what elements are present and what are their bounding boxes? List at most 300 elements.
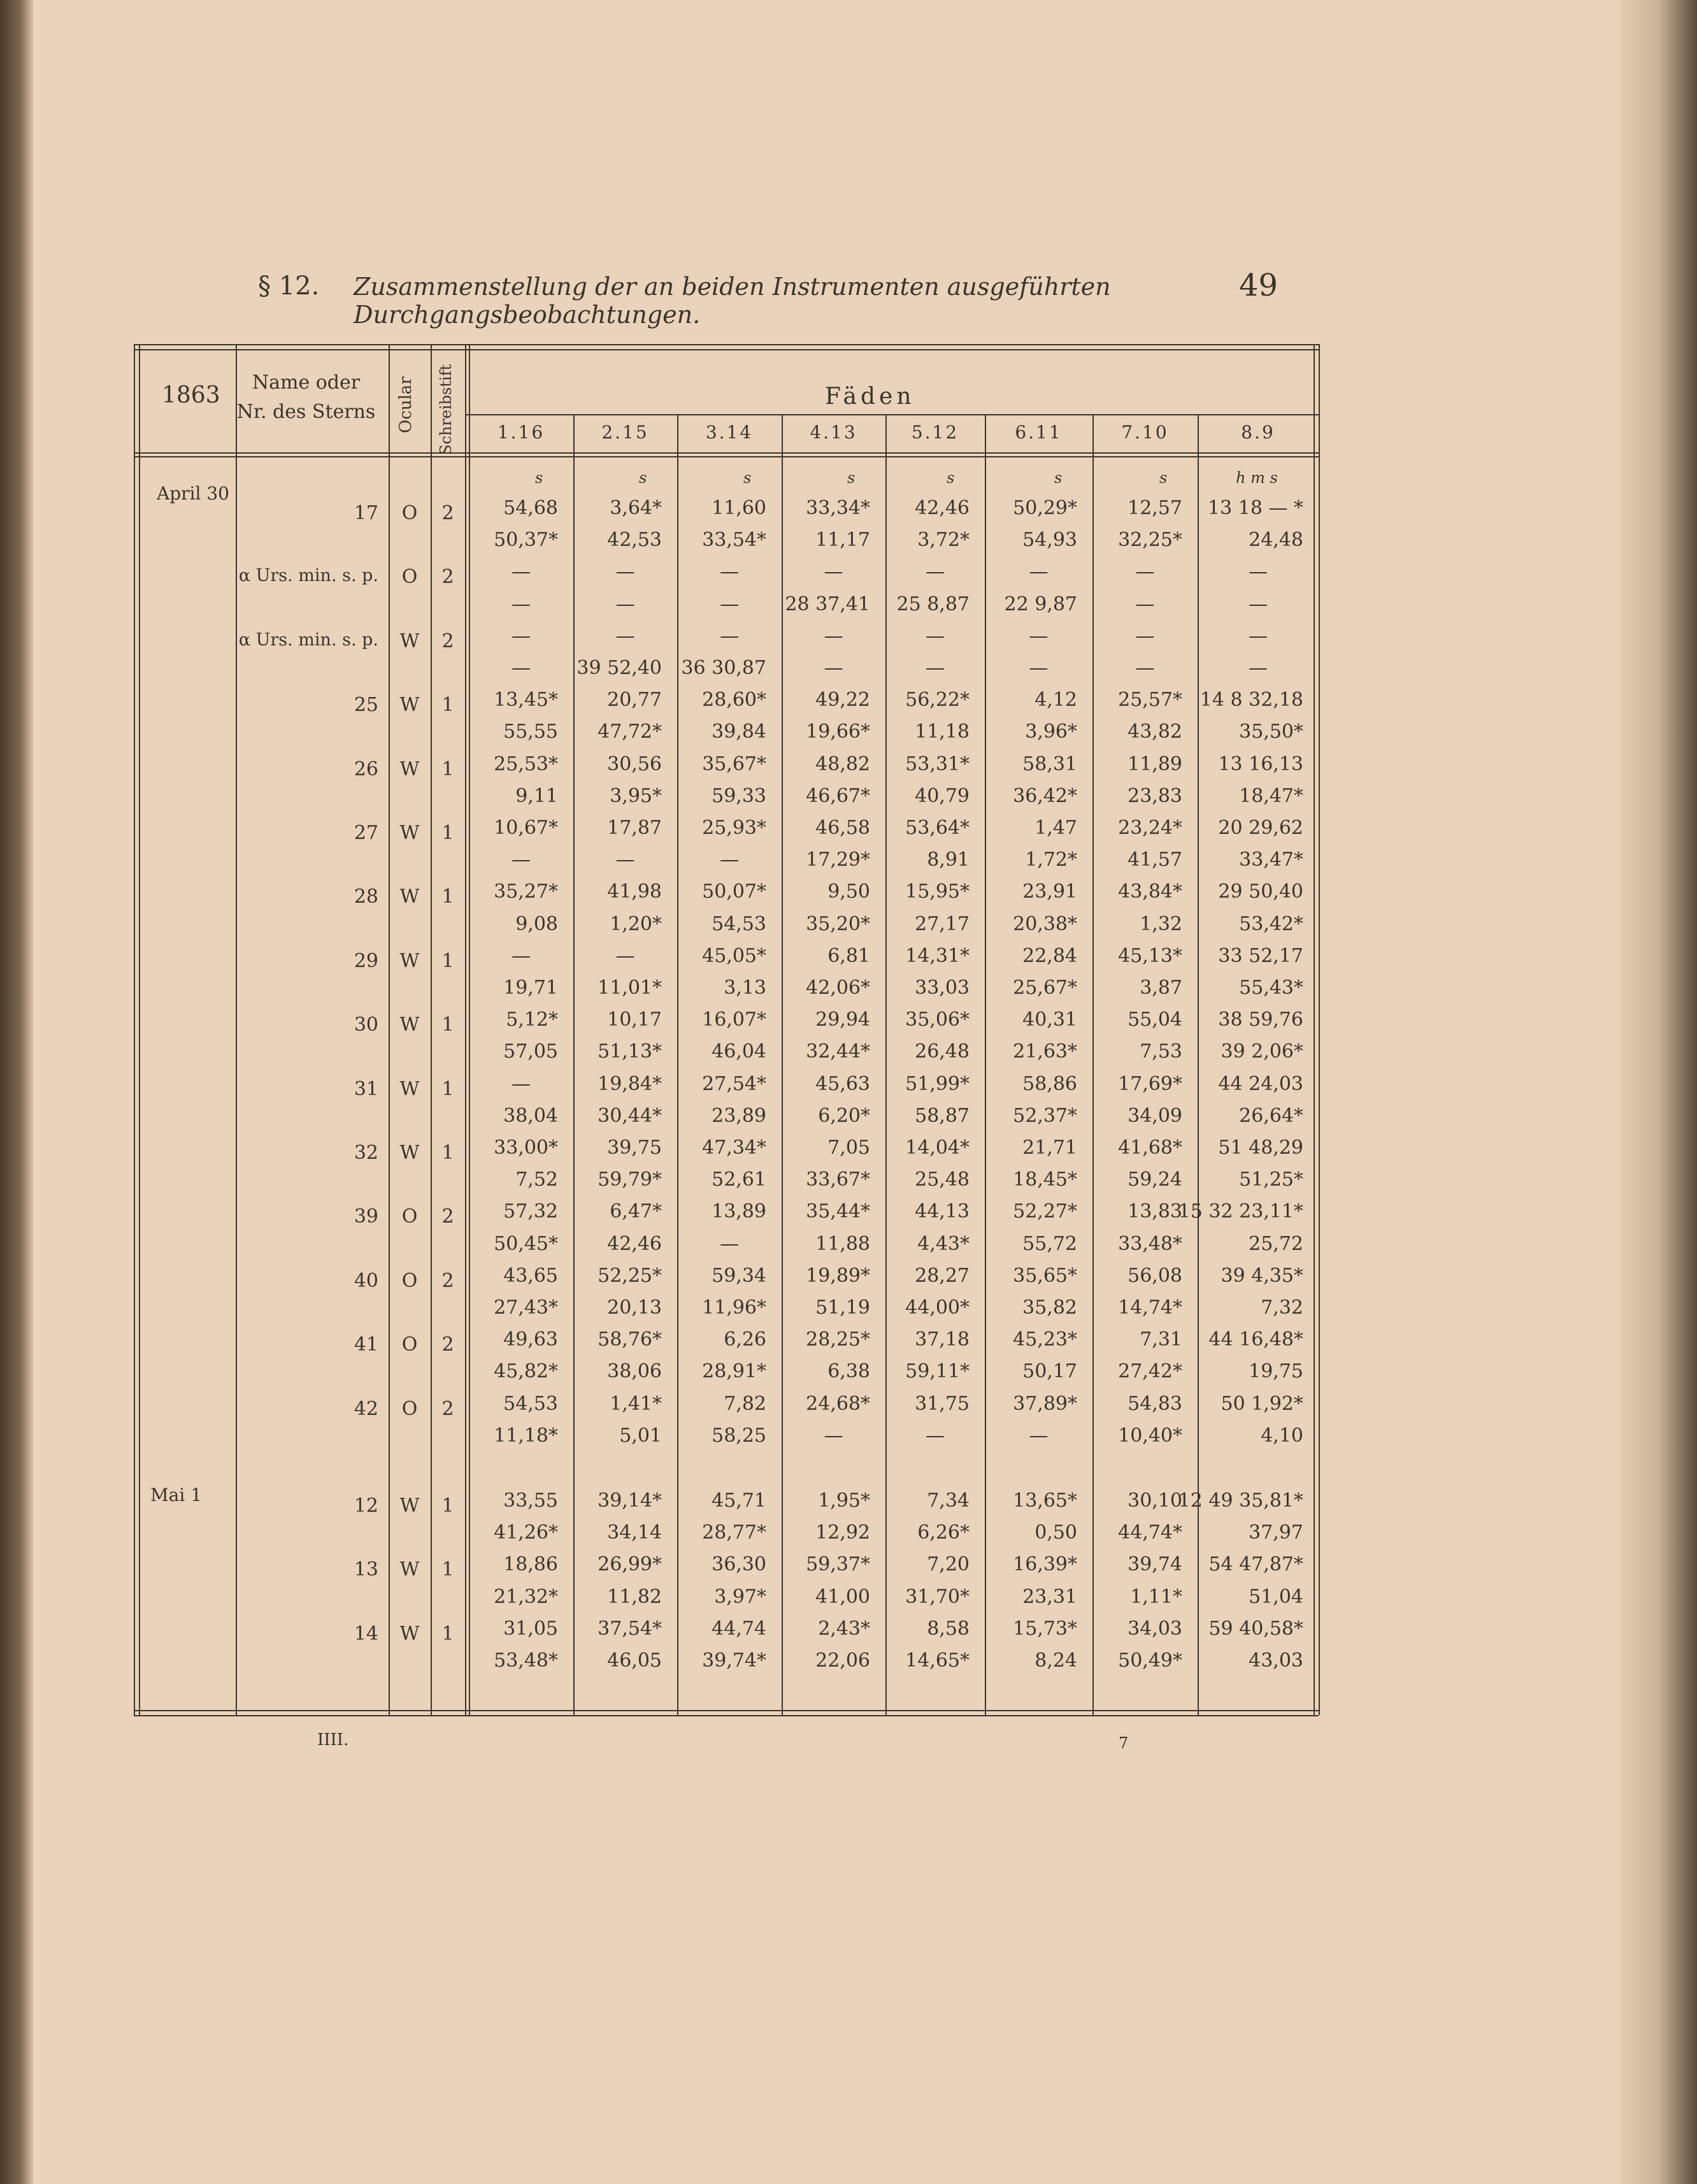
time-value: 36,42* bbox=[1013, 784, 1077, 807]
time-value: 34,09 bbox=[1128, 1104, 1182, 1127]
time-value: 33,47* bbox=[1239, 849, 1303, 872]
section-number: § 12. bbox=[258, 271, 320, 301]
time-value: 17,87 bbox=[607, 817, 662, 839]
time-value: 50,07* bbox=[702, 880, 766, 903]
time-value: 31,05 bbox=[503, 1617, 558, 1640]
time-value: — bbox=[512, 593, 531, 615]
time-value: 37,89* bbox=[1013, 1392, 1077, 1415]
time-value: 49,63 bbox=[503, 1328, 558, 1351]
time-value: 36,30 bbox=[712, 1553, 766, 1576]
time-value: 6,20* bbox=[818, 1104, 870, 1127]
time-value: 53,64* bbox=[905, 817, 970, 839]
time-unit: s bbox=[1159, 469, 1168, 487]
thread-header: 6.11 bbox=[1015, 422, 1063, 443]
time-value: 1,41* bbox=[610, 1392, 662, 1415]
time-value: 28,27 bbox=[915, 1264, 970, 1287]
ocular-value: O bbox=[401, 1333, 418, 1356]
time-value: 2,43* bbox=[818, 1617, 870, 1640]
ocular-value: W bbox=[399, 1622, 420, 1645]
time-value: 25,67* bbox=[1013, 977, 1077, 999]
time-value: 39,75 bbox=[607, 1137, 662, 1159]
pencil-value: 1 bbox=[441, 758, 454, 780]
time-value: 11,88 bbox=[815, 1232, 870, 1255]
ocular-value: W bbox=[399, 822, 420, 844]
time-value: 20,77 bbox=[607, 689, 662, 712]
time-value: 13,89 bbox=[712, 1200, 766, 1223]
time-value: 7,31 bbox=[1140, 1328, 1182, 1351]
time-value: 42,46 bbox=[915, 497, 970, 519]
time-value: 45,63 bbox=[815, 1072, 870, 1095]
time-value: 39,84 bbox=[712, 721, 766, 744]
scan-left-edge bbox=[0, 0, 33, 2184]
time-value: 34,03 bbox=[1128, 1617, 1182, 1640]
time-value: 58,86 bbox=[1022, 1072, 1077, 1095]
time-value: 0,50 bbox=[1035, 1521, 1077, 1544]
time-value: 33,34* bbox=[806, 497, 870, 519]
time-value: 25,93* bbox=[702, 817, 766, 839]
time-value: 44,74 bbox=[712, 1617, 766, 1640]
time-value: 28,25* bbox=[806, 1328, 870, 1351]
time-value: — bbox=[512, 561, 531, 584]
time-value: 37,54* bbox=[598, 1617, 662, 1640]
scan-right-edge bbox=[1621, 0, 1697, 2184]
time-value: 7,05 bbox=[827, 1137, 870, 1159]
time-value: 32,25* bbox=[1118, 529, 1182, 552]
ocular-value: O bbox=[401, 502, 418, 524]
star-name: 14 bbox=[354, 1622, 378, 1645]
time-value: — bbox=[824, 624, 843, 647]
star-name: α Urs. min. s. p. bbox=[238, 629, 378, 650]
ocular-value: W bbox=[399, 1558, 420, 1581]
time-value: 41,00 bbox=[815, 1585, 870, 1608]
time-value: — bbox=[1029, 624, 1049, 647]
pencil-value: 1 bbox=[441, 1014, 454, 1037]
running-head bbox=[258, 262, 1296, 329]
time-value: 54,68 bbox=[503, 497, 558, 519]
time-value: 20,13 bbox=[607, 1297, 662, 1319]
header-ocular: Ocular bbox=[396, 377, 415, 433]
time-value: — bbox=[720, 593, 739, 615]
time-value: 55,72 bbox=[1022, 1232, 1077, 1255]
footer-signature: IIII. bbox=[317, 1730, 349, 1749]
time-value: 59,79* bbox=[598, 1168, 662, 1191]
time-value: 54 47,87* bbox=[1208, 1553, 1303, 1576]
time-value: — bbox=[615, 624, 635, 647]
time-value: 58,87 bbox=[915, 1104, 970, 1127]
time-value: 38,04 bbox=[503, 1104, 558, 1127]
time-value: 12 49 35,81* bbox=[1178, 1490, 1303, 1512]
time-value: 26,64* bbox=[1239, 1104, 1303, 1127]
time-value: — bbox=[720, 849, 739, 872]
date-label: April 30 bbox=[157, 483, 229, 504]
time-unit: s bbox=[639, 469, 647, 487]
time-value: 53,42* bbox=[1239, 912, 1303, 935]
time-value: 24,48 bbox=[1249, 529, 1303, 552]
time-value: 58,76* bbox=[598, 1328, 662, 1351]
ocular-value: O bbox=[401, 1269, 418, 1292]
time-value: 51,19 bbox=[815, 1297, 870, 1319]
time-value: 1,32 bbox=[1140, 912, 1182, 935]
star-name: 17 bbox=[354, 502, 378, 524]
time-value: 17,29* bbox=[806, 849, 870, 872]
time-value: 12,92 bbox=[815, 1521, 870, 1544]
star-name: 30 bbox=[354, 1014, 378, 1037]
time-value: — bbox=[1249, 657, 1268, 679]
time-value: 13 18 — * bbox=[1208, 497, 1303, 519]
time-value: 25,48 bbox=[915, 1168, 970, 1191]
star-name: 25 bbox=[354, 694, 378, 717]
star-name: 13 bbox=[354, 1558, 378, 1581]
time-value: 51,25* bbox=[1239, 1168, 1303, 1191]
time-value: 23,24* bbox=[1118, 817, 1182, 839]
time-value: 22,06 bbox=[815, 1649, 870, 1672]
pencil-value: 1 bbox=[441, 1142, 454, 1164]
time-value: 5,12* bbox=[506, 1009, 558, 1031]
table-border-bottom-inner bbox=[134, 1710, 1319, 1711]
time-value: 45,82* bbox=[494, 1360, 558, 1383]
time-value: 7,52 bbox=[515, 1168, 558, 1191]
time-value: 3,64* bbox=[610, 497, 662, 519]
time-value: — bbox=[512, 657, 531, 679]
pencil-value: 2 bbox=[441, 1269, 454, 1292]
time-value: 41,26* bbox=[494, 1521, 558, 1544]
time-value: 1,95* bbox=[818, 1490, 870, 1512]
time-value: 27,54* bbox=[702, 1072, 766, 1095]
time-value: 14,74* bbox=[1118, 1297, 1182, 1319]
time-value: 46,04 bbox=[712, 1040, 766, 1063]
time-value: 40,79 bbox=[915, 784, 970, 807]
time-value: 15 32 23,11* bbox=[1178, 1200, 1303, 1223]
ocular-value: W bbox=[399, 629, 420, 652]
header-rule bbox=[134, 452, 1319, 454]
time-value: 39 2,06* bbox=[1221, 1040, 1303, 1063]
time-value: 33,55 bbox=[503, 1490, 558, 1512]
time-value: 27,42* bbox=[1118, 1360, 1182, 1383]
time-value: 21,71 bbox=[1022, 1137, 1077, 1159]
section-title: Zusammenstellung der an beiden Instrumenten ausgeführten Durchgangsbeobachtungen. bbox=[354, 273, 1111, 329]
time-value: 46,58 bbox=[815, 817, 870, 839]
time-value: — bbox=[1029, 657, 1049, 679]
star-name: α Urs. min. s. p. bbox=[238, 566, 378, 586]
date-label: Mai 1 bbox=[150, 1484, 203, 1505]
time-value: 23,89 bbox=[712, 1104, 766, 1127]
time-value: 50,17 bbox=[1022, 1360, 1077, 1383]
ocular-value: W bbox=[399, 886, 420, 909]
time-value: 44 24,03 bbox=[1218, 1072, 1303, 1095]
time-value: 19,75 bbox=[1249, 1360, 1303, 1383]
time-value: 19,66* bbox=[806, 721, 870, 744]
time-value: — bbox=[926, 657, 945, 679]
table-border-left-inner bbox=[139, 344, 140, 1715]
time-value: 10,17 bbox=[607, 1009, 662, 1031]
ocular-value: W bbox=[399, 1014, 420, 1037]
time-value: 10,40* bbox=[1118, 1424, 1182, 1447]
pencil-value: 2 bbox=[441, 1333, 454, 1356]
time-value: 15,95* bbox=[905, 880, 970, 903]
time-value: 50,37* bbox=[494, 529, 558, 552]
time-value: 22 9,87 bbox=[1004, 593, 1077, 615]
time-value: 43,65 bbox=[503, 1264, 558, 1287]
time-value: 25 8,87 bbox=[896, 593, 970, 615]
time-value: 45,13* bbox=[1118, 944, 1182, 967]
time-value: 21,32* bbox=[494, 1585, 558, 1608]
time-value: — bbox=[824, 561, 843, 584]
pencil-value: 2 bbox=[441, 1397, 454, 1420]
time-value: 50,29* bbox=[1013, 497, 1077, 519]
time-value: 35,50* bbox=[1239, 721, 1303, 744]
time-value: 1,47 bbox=[1035, 817, 1077, 839]
time-value: 4,10 bbox=[1261, 1424, 1303, 1447]
ocular-value: W bbox=[399, 949, 420, 972]
pencil-value: 1 bbox=[441, 1622, 454, 1645]
star-name: 41 bbox=[354, 1333, 378, 1356]
time-unit: s bbox=[743, 469, 752, 487]
pencil-value: 1 bbox=[441, 822, 454, 844]
time-value: 49,22 bbox=[815, 689, 870, 712]
time-value: 55,55 bbox=[503, 721, 558, 744]
time-value: 35,20* bbox=[806, 912, 870, 935]
time-value: 54,53 bbox=[712, 912, 766, 935]
header-star bbox=[234, 368, 378, 427]
star-name: 40 bbox=[354, 1269, 378, 1292]
time-value: 1,72* bbox=[1025, 849, 1077, 872]
time-value: 59,37* bbox=[806, 1553, 870, 1576]
table-border-top bbox=[134, 344, 1319, 345]
table-border-top-inner bbox=[134, 349, 1319, 350]
time-value: — bbox=[1135, 561, 1155, 584]
time-value: 28,77* bbox=[702, 1521, 766, 1544]
time-value: 33 52,17 bbox=[1218, 944, 1303, 967]
time-value: 42,53 bbox=[607, 529, 662, 552]
pencil-value: 1 bbox=[441, 949, 454, 972]
time-value: 16,07* bbox=[702, 1009, 766, 1031]
header-year: 1863 bbox=[162, 382, 220, 408]
time-value: 14,65* bbox=[905, 1649, 970, 1672]
time-value: 36 30,87 bbox=[681, 657, 766, 679]
time-value: 7,34 bbox=[927, 1490, 970, 1512]
time-value: 8,24 bbox=[1035, 1649, 1077, 1672]
time-value: 51 48,29 bbox=[1218, 1137, 1303, 1159]
time-value: 14 8 32,18 bbox=[1199, 689, 1303, 712]
time-value: 3,13 bbox=[724, 977, 766, 999]
time-value: 35,82 bbox=[1022, 1297, 1077, 1319]
time-value: 23,83 bbox=[1128, 784, 1182, 807]
time-value: 1,11* bbox=[1130, 1585, 1182, 1608]
time-value: 37,18 bbox=[915, 1328, 970, 1351]
time-value: 55,04 bbox=[1128, 1009, 1182, 1031]
ocular-value: O bbox=[401, 1205, 418, 1228]
time-value: 3,95* bbox=[610, 784, 662, 807]
time-value: 35,65* bbox=[1013, 1264, 1077, 1287]
star-name: 26 bbox=[354, 758, 378, 780]
time-value: 59,34 bbox=[712, 1264, 766, 1287]
ocular-value: W bbox=[399, 1077, 420, 1100]
time-value: 51,13* bbox=[598, 1040, 662, 1063]
time-value: 8,91 bbox=[927, 849, 970, 872]
time-value: 19,84* bbox=[598, 1072, 662, 1095]
time-value: 28 37,41 bbox=[785, 593, 870, 615]
time-value: 45,71 bbox=[712, 1490, 766, 1512]
time-value: — bbox=[1249, 593, 1268, 615]
time-value: — bbox=[1135, 657, 1155, 679]
pencil-value: 2 bbox=[441, 566, 454, 589]
star-name: 27 bbox=[354, 822, 378, 844]
time-value: 43,03 bbox=[1249, 1649, 1303, 1672]
thread-header: 7.10 bbox=[1121, 422, 1169, 443]
time-value: 53,48* bbox=[494, 1649, 558, 1672]
time-value: 21,63* bbox=[1013, 1040, 1077, 1063]
star-name: 32 bbox=[354, 1142, 378, 1164]
time-value: 8,58 bbox=[927, 1617, 970, 1640]
time-value: 27,17 bbox=[915, 912, 970, 935]
thread-header: 4.13 bbox=[810, 422, 857, 443]
header-star-label: Name oder Nr. des Sterns bbox=[236, 371, 376, 423]
pencil-value: 1 bbox=[441, 1077, 454, 1100]
header-rule-double bbox=[134, 456, 1319, 457]
time-value: — bbox=[720, 624, 739, 647]
time-value: 30,56 bbox=[607, 752, 662, 775]
time-value: 44,74* bbox=[1118, 1521, 1182, 1544]
star-name: 39 bbox=[354, 1205, 378, 1228]
time-unit: s bbox=[1054, 469, 1063, 487]
thread-header: 8.9 bbox=[1241, 422, 1275, 443]
time-value: 7,32 bbox=[1261, 1297, 1303, 1319]
time-value: 11,01* bbox=[598, 977, 662, 999]
thread-header: 2.15 bbox=[601, 422, 649, 443]
time-value: 23,91 bbox=[1022, 880, 1077, 903]
time-value: 23,31 bbox=[1022, 1585, 1077, 1608]
time-value: 11,18* bbox=[494, 1424, 558, 1447]
time-value: 25,53* bbox=[494, 752, 558, 775]
time-value: 44 16,48* bbox=[1208, 1328, 1303, 1351]
time-value: 19,89* bbox=[806, 1264, 870, 1287]
time-value: 59,33 bbox=[712, 784, 766, 807]
time-value: 59 40,58* bbox=[1208, 1617, 1303, 1640]
time-value: — bbox=[512, 944, 531, 967]
time-value: 59,24 bbox=[1128, 1168, 1182, 1191]
table-border-bottom bbox=[134, 1715, 1319, 1716]
time-value: — bbox=[1135, 593, 1155, 615]
time-value: 11,60 bbox=[712, 497, 766, 519]
time-value: 11,17 bbox=[815, 529, 870, 552]
time-value: 48,82 bbox=[815, 752, 870, 775]
pencil-value: 1 bbox=[441, 886, 454, 909]
time-value: 14,31* bbox=[905, 944, 970, 967]
observation-table bbox=[134, 344, 1338, 1719]
time-value: 43,84* bbox=[1118, 880, 1182, 903]
time-value: 33,00* bbox=[494, 1137, 558, 1159]
time-value: 45,23* bbox=[1013, 1328, 1077, 1351]
thread-header: 5.12 bbox=[911, 422, 959, 443]
time-value: — bbox=[1029, 561, 1049, 584]
time-value: 7,53 bbox=[1140, 1040, 1182, 1063]
time-value: 31,70* bbox=[905, 1585, 970, 1608]
time-value: 11,89 bbox=[1128, 752, 1182, 775]
time-value: 30,10 bbox=[1128, 1490, 1182, 1512]
time-value: 35,06* bbox=[905, 1009, 970, 1031]
time-value: 26,48 bbox=[915, 1040, 970, 1063]
time-value: 47,34* bbox=[702, 1137, 766, 1159]
time-value: 35,27* bbox=[494, 880, 558, 903]
table-border-right-inner bbox=[1314, 344, 1315, 1715]
time-value: 51,04 bbox=[1249, 1585, 1303, 1608]
time-value: — bbox=[1029, 1424, 1049, 1447]
time-value: 25,72 bbox=[1249, 1232, 1303, 1255]
time-value: 39,74* bbox=[702, 1649, 766, 1672]
time-value: 54,53 bbox=[503, 1392, 558, 1415]
time-value: 13,45* bbox=[494, 689, 558, 712]
time-value: 3,97* bbox=[714, 1585, 766, 1608]
time-value: — bbox=[926, 624, 945, 647]
pencil-value: 2 bbox=[441, 629, 454, 652]
time-value: 35,67* bbox=[702, 752, 766, 775]
pencil-value: 1 bbox=[441, 1558, 454, 1581]
time-value: 42,46 bbox=[607, 1232, 662, 1255]
time-value: 50 1,92* bbox=[1221, 1392, 1303, 1415]
time-value: 58,31 bbox=[1022, 752, 1077, 775]
time-value: 26,99* bbox=[598, 1553, 662, 1576]
time-value: 57,32 bbox=[503, 1200, 558, 1223]
time-value: — bbox=[824, 657, 843, 679]
time-value: 6,26 bbox=[724, 1328, 766, 1351]
table-border-right bbox=[1319, 344, 1320, 1715]
time-value: 56,22* bbox=[905, 689, 970, 712]
time-value: 52,37* bbox=[1013, 1104, 1077, 1127]
time-value: 6,47* bbox=[610, 1200, 662, 1223]
time-value: — bbox=[512, 1072, 531, 1095]
time-value: 11,18 bbox=[915, 721, 970, 744]
time-value: 18,45* bbox=[1013, 1168, 1077, 1191]
time-unit: s bbox=[947, 469, 955, 487]
time-value: 19,71 bbox=[503, 977, 558, 999]
time-value: 14,04* bbox=[905, 1137, 970, 1159]
time-value: 55,43* bbox=[1239, 977, 1303, 999]
time-value: 45,05* bbox=[702, 944, 766, 967]
star-name: 31 bbox=[354, 1077, 378, 1100]
time-value: 37,97 bbox=[1249, 1521, 1303, 1544]
time-value: — bbox=[512, 849, 531, 872]
time-value: 7,82 bbox=[724, 1392, 766, 1415]
time-value: 12,57 bbox=[1128, 497, 1182, 519]
time-value: 6,26* bbox=[917, 1521, 970, 1544]
time-value: 10,67* bbox=[494, 817, 558, 839]
time-value: 5,01 bbox=[619, 1424, 662, 1447]
time-value: — bbox=[926, 1424, 945, 1447]
time-unit: h m s bbox=[1236, 469, 1278, 487]
footer-sheet-number: 7 bbox=[1119, 1734, 1129, 1752]
time-unit: s bbox=[847, 469, 856, 487]
time-value: — bbox=[824, 1424, 843, 1447]
ocular-value: W bbox=[399, 758, 420, 780]
time-value: 29,94 bbox=[815, 1009, 870, 1031]
time-value: 17,69* bbox=[1118, 1072, 1182, 1095]
time-value: 38,06 bbox=[607, 1360, 662, 1383]
star-name: 12 bbox=[354, 1495, 378, 1517]
time-value: 9,11 bbox=[515, 784, 558, 807]
time-value: 15,73* bbox=[1013, 1617, 1077, 1640]
time-value: 39 4,35* bbox=[1221, 1264, 1303, 1287]
time-value: 51,99* bbox=[905, 1072, 970, 1095]
time-value: 11,96* bbox=[702, 1297, 766, 1319]
time-value: 52,27* bbox=[1013, 1200, 1077, 1223]
time-value: — bbox=[512, 624, 531, 647]
faeden-rule bbox=[465, 414, 1319, 415]
time-value: 44,00* bbox=[905, 1297, 970, 1319]
time-value: 3,72* bbox=[917, 529, 970, 552]
time-value: 52,61 bbox=[712, 1168, 766, 1191]
time-value: 47,72* bbox=[598, 721, 662, 744]
time-value: 20,38* bbox=[1013, 912, 1077, 935]
